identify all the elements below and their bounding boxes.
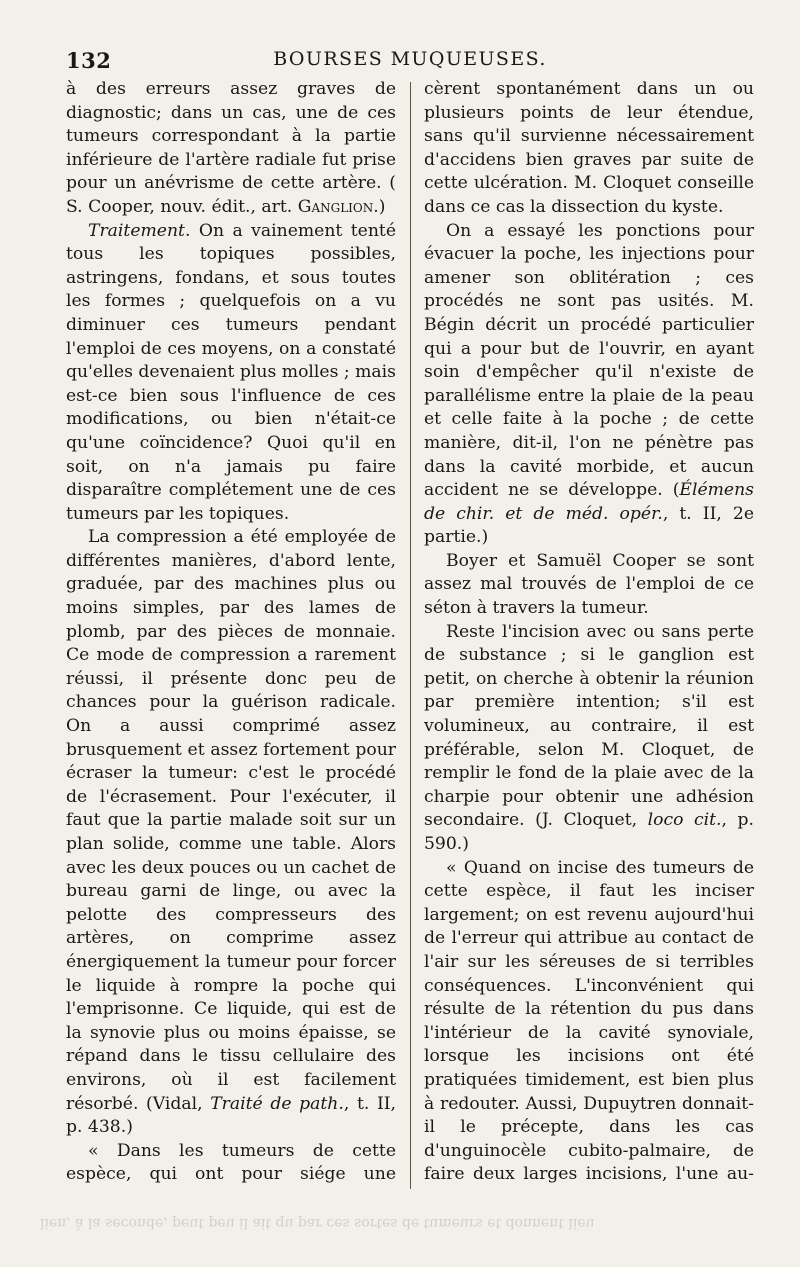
paragraph: On a essayé les ponctions pour évacuer la poche, les injections pour amener son oblitération ; ces procédés ne sont pas usités. M. Bégin décrit un procédé particulier qui a pour but de l'ouvrir, en ayant soin d'empêcher qu'il n'existe de parallélisme entre la plaie de la peau et celle faite à la poche ; de cette manière, dit-il, l'on ne pénètre pas dans la cavité morbide, et aucun accident ne se développe. (Élémens de chir. et de méd. opér., t. II, 2e partie.) (424, 220, 754, 548)
paragraph: Boyer et Samuël Cooper se sont assez mal trouvés de l'emploi de ce séton à travers la tumeur. (424, 550, 754, 619)
page-number: 132 (66, 48, 112, 73)
paragraph: La compression a été employée de différentes manières, d'abord lente, graduée, par des machines plus ou moins simples, par des lames de plomb, par des pièces de monnaie. Ce mode de compression a rarement réussi, il présente donc peu de chances pour la guérison radicale. On a aussi comprimé assez brusquement et assez fortement pour écraser la tumeur: c'est le procédé de l'écrasement. Pour l'exécuter, il faut que la partie malade soit sur un plan solide, comme une table. Alors avec les deux pouces ou un cachet de bureau garni de linge, ou avec la pelotte des compresseurs des artères, on comprime assez énergiquement la tumeur pour forcer le liquide à rompre la poche qui l'emprisonne. Ce liquide, qui est de la synovie plus ou moins épaisse, se répand dans le tissu cellulaire des environs, où il est facilement résorbé. (Vidal, Traité de path., t. II, p. 438.) (66, 527, 396, 1138)
section-lead: Traitement (88, 220, 185, 241)
paragraph: à des erreurs assez graves de diagnostic; dans un cas, une de ces tumeurs correspondant à la partie inférieure de l'artère radiale fut prise pour un anévrisme de cette artère. ( S. Cooper, nouv. édit., art. Ganglion.) (66, 79, 396, 217)
paragraph: « Dans les tumeurs de cette espèce, qui ont pour siége une (66, 1140, 396, 1185)
left-column (66, 78, 396, 1189)
running-title: BOURSES MUQUEUSES. (273, 48, 547, 70)
paragraph: « Quand on incise des tumeurs de cette espèce, il faut les inciser largement; on est revenu aujourd'hui de l'erreur qui attribue au contact de l'air sur les séreuses de si terribles conséquences. L'inconvénient qui résulte de la rétention du pus dans l'intérieur de la cavité synoviale, lorsque les incisions ont été pratiquées timidement, est bien plus à redouter. Aussi, Dupuytren donnait-il le précepte, dans les cas d'unguinocèle cubito-palmaire, de faire deux larges incisions, l'une au- (424, 857, 754, 1185)
running-head (66, 48, 754, 76)
right-column (424, 78, 754, 1189)
paragraph: cèrent spontanément dans un ou plusieurs points de leur étendue, sans qu'il survienne nécessairement d'accidens bien graves par suite de cette ulcération. M. Cloquet conseille dans ce cas la dissection du kyste. (424, 79, 754, 217)
text-columns (66, 78, 754, 1189)
paragraph: Reste l'incision avec ou sans perte de substance ; si le ganglion est petit, on cherche à obtenir la réunion par première intention; s'il est volumineux, au contraire, il est préférable, selon M. Cloquet, de remplir le fond de la plaie avec de la charpie pour obtenir une adhésion secondaire. (J. Cloquet, loco cit., p. 590.) (424, 621, 754, 854)
column-divider (410, 82, 411, 1189)
paragraph: Traitement. On a vainement tenté tous les topiques possibles, astringens, fondans, et sous toutes les formes ; quelquefois on a vu diminuer ces tumeurs pendant l'emploi de ces moyens, on a constaté qu'elles devenaient plus molles ; mais est-ce bien sous l'influence de ces modifications, ou bien n'était-ce qu'une coïncidence? Quoi qu'il en soit, on n'a jamais pu faire disparaître complétement une de ces tumeurs par les topiques. (66, 220, 396, 524)
bleed-through-text: lien, à la seconde, peut peu il ait qu par ces sortes de tumeurs et donnent lieu (40, 1215, 595, 1231)
